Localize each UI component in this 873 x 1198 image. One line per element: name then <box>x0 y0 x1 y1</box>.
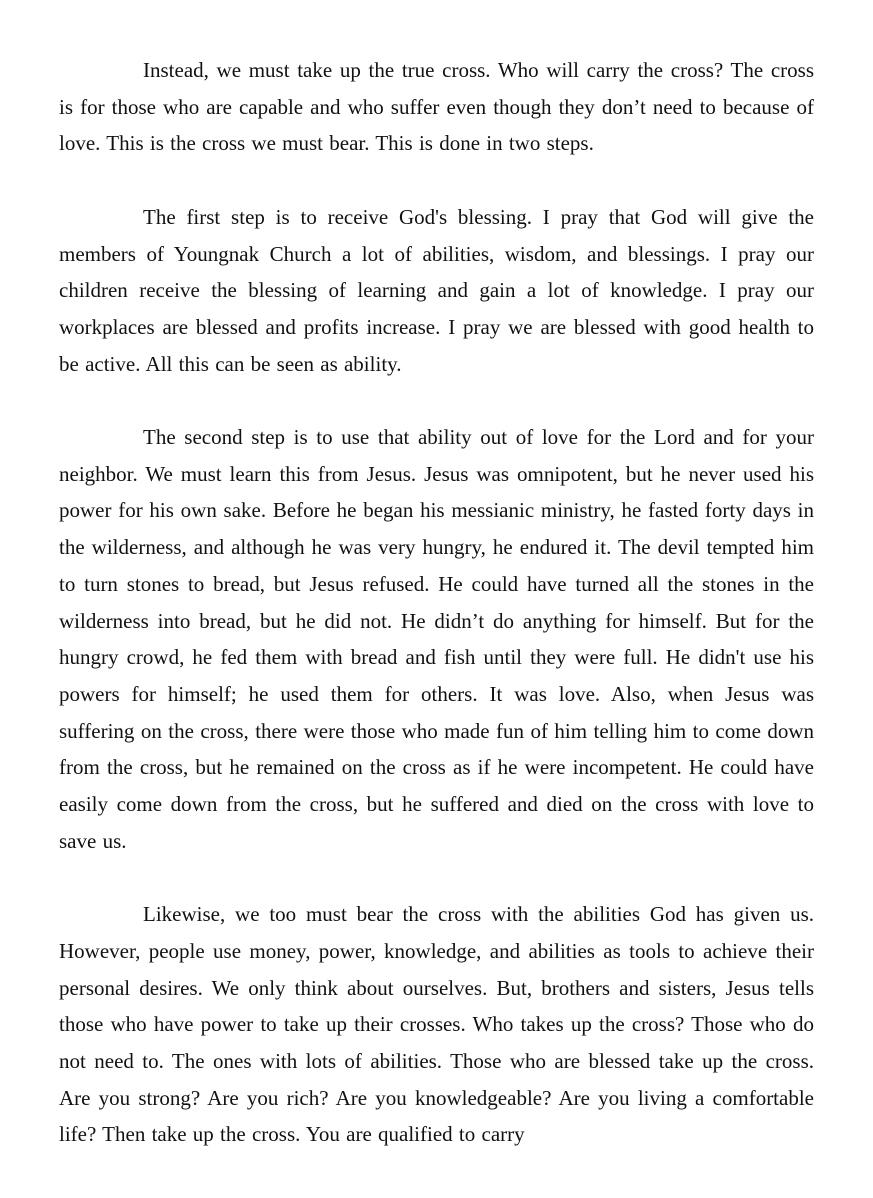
paragraph-first-step: The first step is to receive God's blessing. I pray that God will give the members of Youngnak Church a lot of abilities, wisdom, and blessings. I pray our children receive the blessing of learning and gain a lot of knowledge. I pray our workplaces are blessed and profits increase. I pray we are blessed with good health to be active. All this can be seen as ability. <box>59 204 814 376</box>
paragraph-true-cross: Instead, we must take up the true cross. Who will carry the cross? The cross is for those who are capable and who suffer even though they don’t need to because of love. This is the cross we must bear. This is done in two steps. <box>59 58 814 156</box>
document-page <box>59 52 814 1190</box>
paragraph-likewise: Likewise, we too must bear the cross with the abilities God has given us. However, people use money, power, knowledge, and abilities as tools to achieve their personal desires. We only think about ourselves. But, brothers and sisters, Jesus tells those who have power to take up their crosses. Who takes up the cross? Those who do not need to. The ones with lots of abilities. Those who are blessed take up the cross. Are you strong? Are you rich? Are you knowledgeable? Are you living a comfortable life? Then take up the cross. You are qualified to carry <box>59 902 814 1147</box>
paragraph-second-step: The second step is to use that ability out of love for the Lord and for your neighbor. We must learn this from Jesus. Jesus was omnipotent, but he never used his power for his own sake. Before he began his messianic ministry, he fasted forty days in the wilderness, and although he was very hungry, he endured it. The devil tempted him to turn stones to bread, but Jesus refused. He could have turned all the stones in the wilderness into bread, but he did not. He didn’t do anything for himself. But for the hungry crowd, he fed them with bread and fish until they were full. He didn't use his powers for himself; he used them for others. It was love. Also, when Jesus was suffering on the cross, there were those who made fun of him telling him to come down from the cross, but he remained on the cross as if he were incompetent. He could have easily come down from the cross, but he suffered and died on the cross with love to save us. <box>59 425 814 853</box>
